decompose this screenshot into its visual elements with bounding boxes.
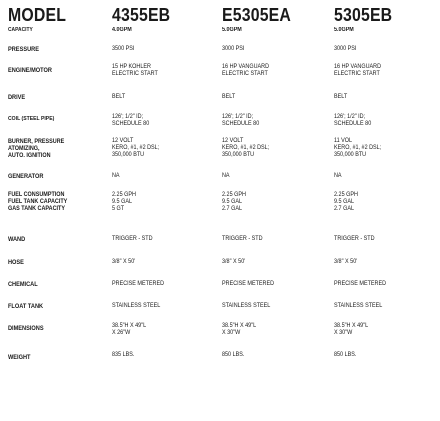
float-tank-value: STAINLESS STEEL	[112, 302, 161, 309]
burner-value: 11 VOL KERO, #1, #2 DSL; 350,000 BTU	[334, 137, 382, 158]
float-tank-label: FLOAT TANK	[8, 303, 44, 310]
model-header-label: MODEL	[8, 5, 67, 25]
generator-value: NA	[334, 172, 342, 179]
drive-value: BELT	[222, 93, 236, 100]
fuel-value: 2.25 GPH 9.5 GAL 2.7 GAL	[334, 191, 358, 212]
weight-value: 850 LBS.	[334, 351, 357, 358]
burner-value: 12 VOLT KERO, #1, #2 DSL; 350,000 BTU	[112, 137, 160, 158]
capacity-value: 5.0GPM	[334, 27, 354, 33]
float-tank-value: STAINLESS STEEL	[222, 302, 271, 309]
weight-value: 850 LBS.	[222, 351, 245, 358]
fuel-label: FUEL CONSUMPTION FUEL TANK CAPACITY GAS TANK CAPACITY	[8, 191, 68, 212]
coil-value: 126'; 1/2" ID; SCHEDULE 80	[222, 113, 260, 127]
dimensions-value: 38.5"H X 49"L X 30"W	[222, 322, 257, 336]
wand-value: TRIGGER - STD	[222, 235, 263, 242]
model-name-e5305ea: E5305EA	[222, 5, 292, 25]
float-tank-value: STAINLESS STEEL	[334, 302, 383, 309]
drive-value: BELT	[334, 93, 348, 100]
hose-value: 3/8" X 50'	[334, 258, 358, 265]
wand-label: WAND	[8, 236, 26, 243]
pressure-value: 3000 PSI	[222, 45, 245, 52]
burner-label: BURNER, PRESSURE ATOMIZING, AUTO. IGNITION	[8, 138, 65, 159]
engine-value: 16 HP VANGUARD ELECTRIC START	[222, 63, 270, 77]
pressure-value: 3500 PSI	[112, 45, 135, 52]
engine-value: 16 HP VANGUARD ELECTRIC START	[334, 63, 382, 77]
capacity-value: 4.0GPM	[112, 27, 132, 33]
coil-value: 126'; 1/2" ID; SCHEDULE 80	[334, 113, 372, 127]
fuel-value: 2.25 GPH 9.5 GAL 5 GT	[112, 191, 136, 212]
dimensions-value: 38.5"H X 49"L X 30"W	[334, 322, 369, 336]
coil-label: COIL (STEEL PIPE)	[8, 116, 55, 122]
pressure-value: 3000 PSI	[334, 45, 357, 52]
generator-value: NA	[222, 172, 230, 179]
hose-value: 3/8" X 50'	[112, 258, 136, 265]
fuel-value: 2.25 GPH 9.5 GAL 2.7 GAL	[222, 191, 246, 212]
drive-value: BELT	[112, 93, 126, 100]
model-name-5305eb: 5305EB	[334, 5, 393, 25]
capacity-label: CAPACITY	[8, 27, 33, 33]
engine-label: ENGINE/MOTOR	[8, 67, 52, 74]
generator-label: GENERATOR	[8, 173, 44, 180]
dimensions-label: DIMENSIONS	[8, 325, 44, 332]
chemical-value: PRECISE METERED	[334, 280, 387, 287]
engine-value: 15 HP KOHLER ELECTRIC START	[112, 63, 158, 77]
burner-value: 12 VOLT KERO, #1, #2 DSL; 350,000 BTU	[222, 137, 270, 158]
weight-value: 835 LBS.	[112, 351, 135, 358]
chemical-label: CHEMICAL	[8, 281, 38, 288]
chemical-value: PRECISE METERED	[112, 280, 165, 287]
chemical-value: PRECISE METERED	[222, 280, 275, 287]
coil-value: 126'; 1/2" ID; SCHEDULE 80	[112, 113, 150, 127]
dimensions-value: 38.5"H X 49"L X 26"W	[112, 322, 147, 336]
generator-value: NA	[112, 172, 120, 179]
drive-label: DRIVE	[8, 94, 26, 101]
wand-value: TRIGGER - STD	[334, 235, 375, 242]
hose-value: 3/8" X 50'	[222, 258, 246, 265]
weight-label: WEIGHT	[8, 354, 31, 361]
model-name-4355eb: 4355EB	[112, 5, 171, 25]
hose-label: HOSE	[8, 259, 24, 266]
wand-value: TRIGGER - STD	[112, 235, 153, 242]
capacity-value: 5.0GPM	[222, 27, 242, 33]
pressure-label: PRESSURE	[8, 46, 39, 53]
